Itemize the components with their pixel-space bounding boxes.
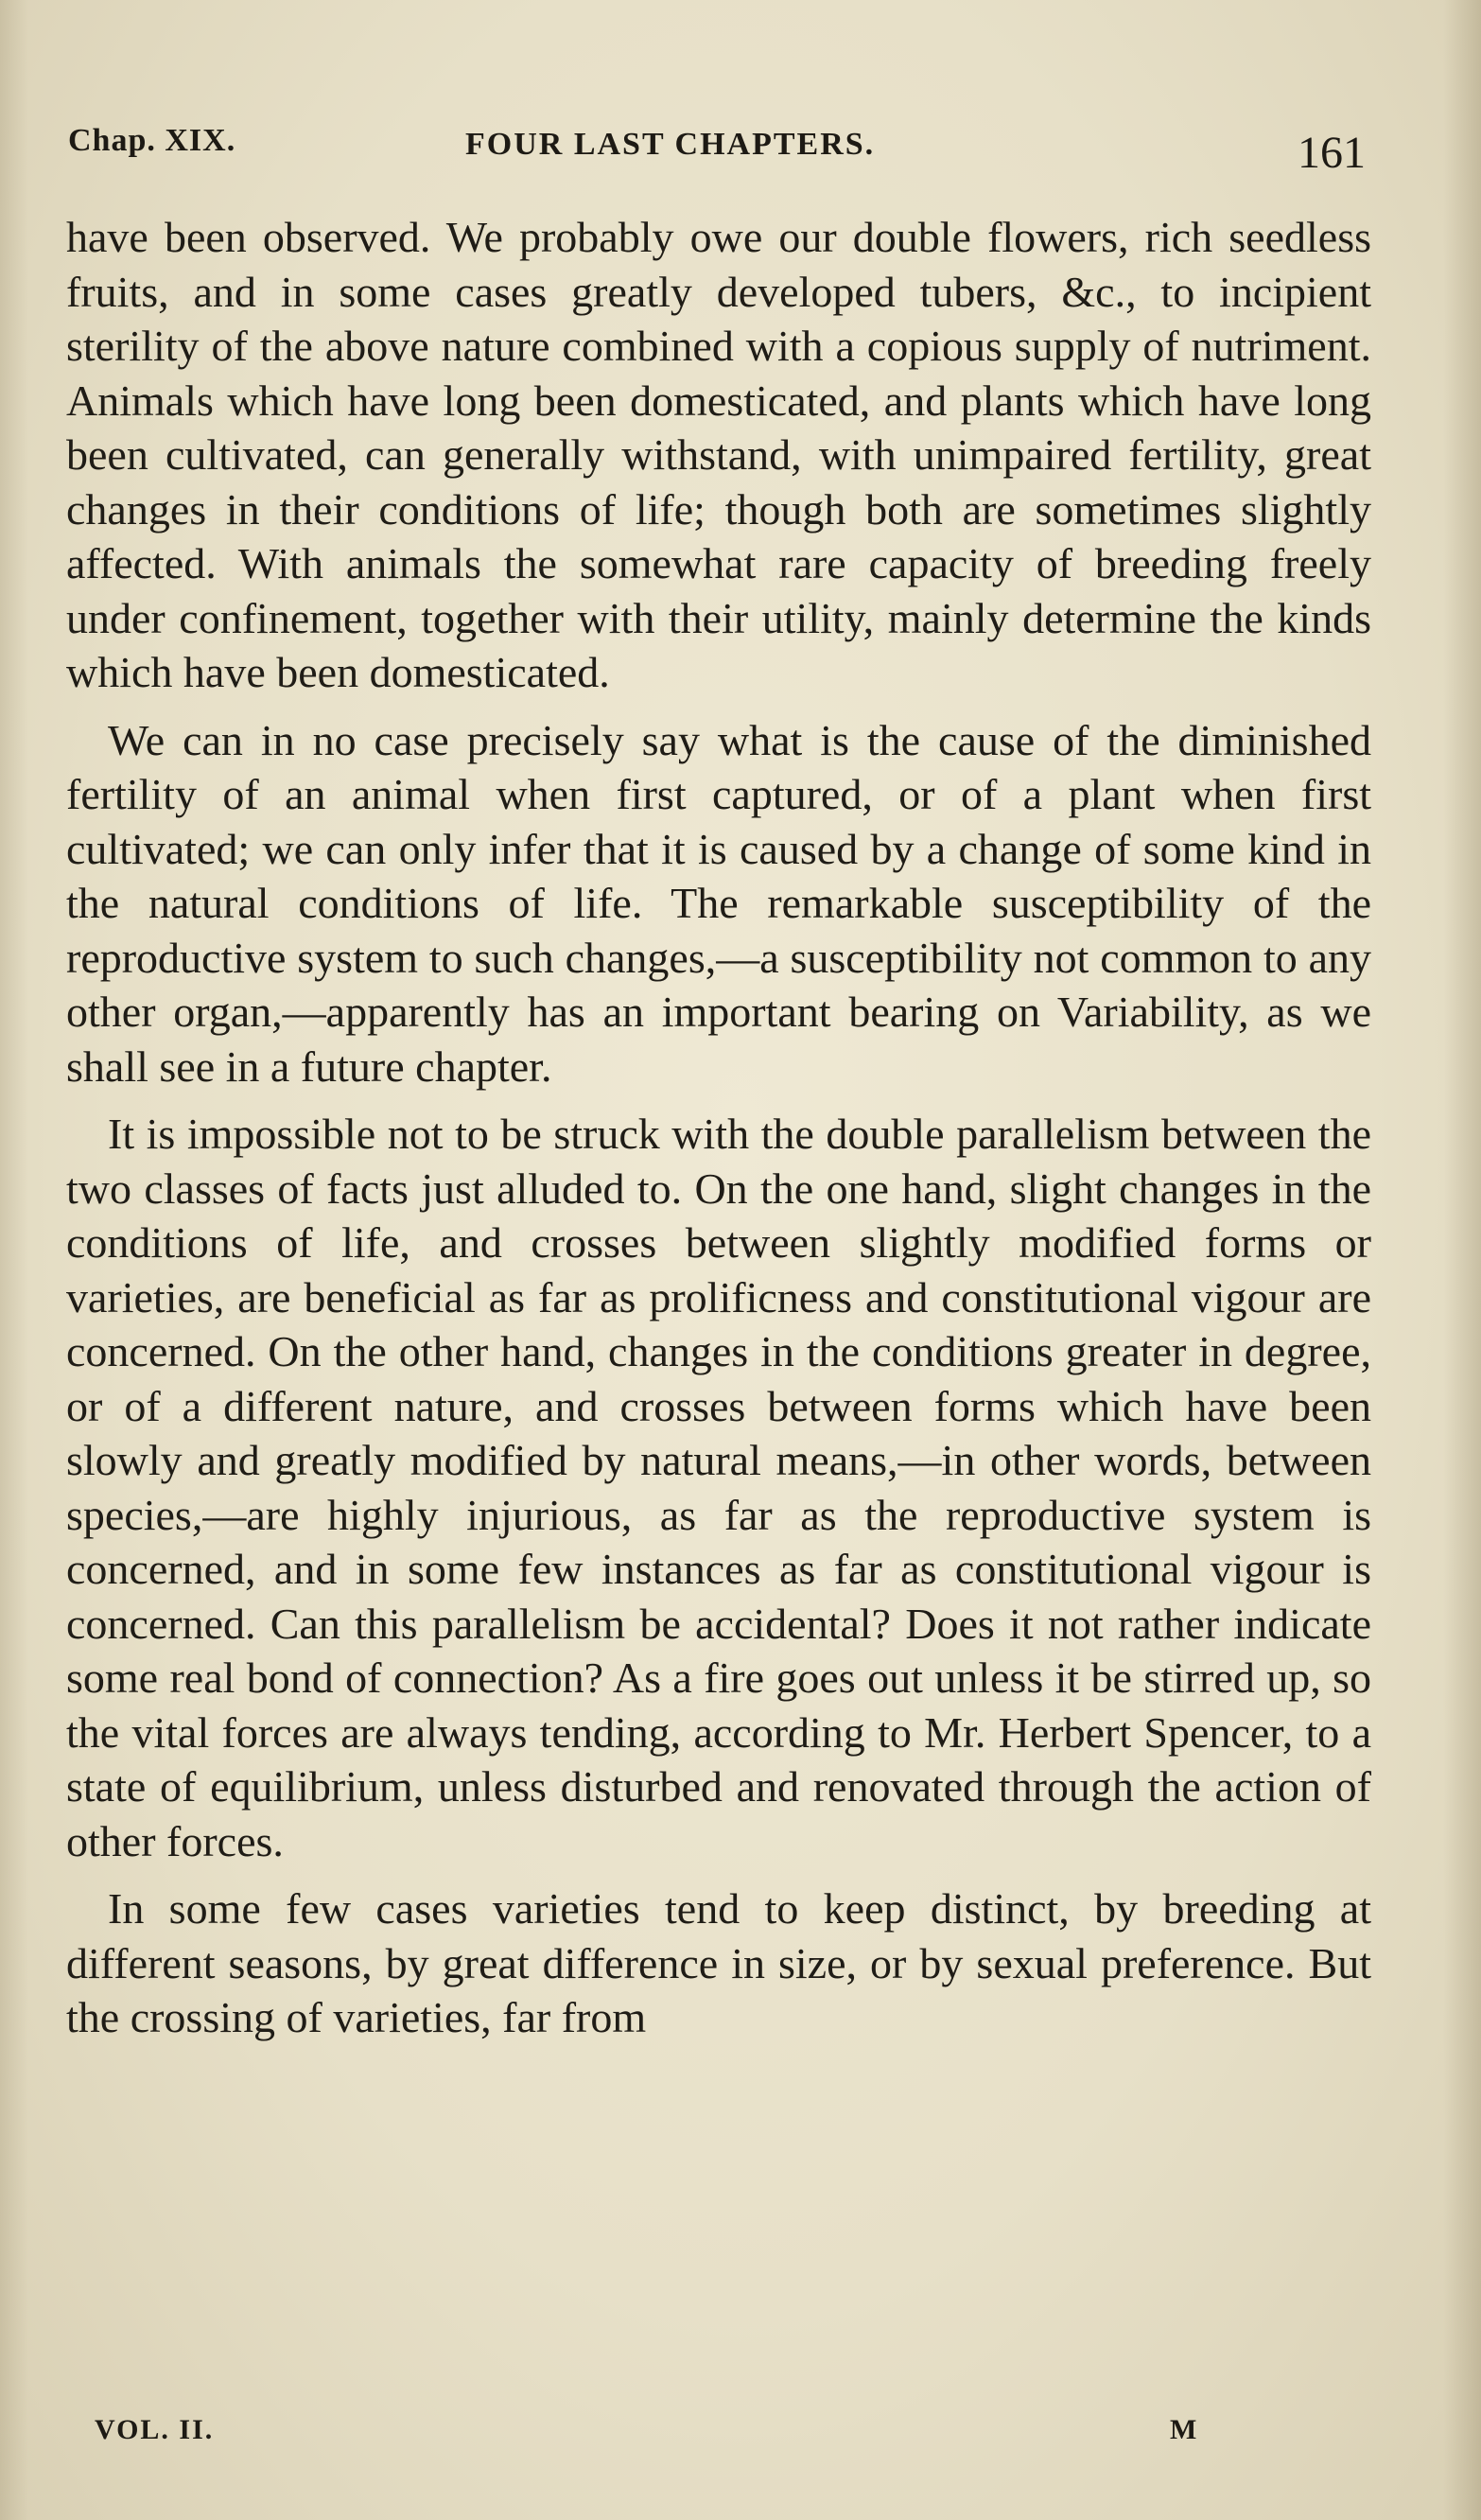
running-header (68, 115, 1373, 191)
body-text (66, 210, 1371, 2058)
paragraph-2: We can in no case precisely say what is the cause of the diminished fertility of an animal when first captured, or of a plant when first cultivated; we can only infer that it is caused by a change of some kind in the natural conditions of life. The remarkable susceptibility of the reproductive system to such changes,—a susceptibility not common to any other organ,—apparently has an important bearing on Variability, as we shall see in a future chapter. (66, 715, 1371, 1091)
paragraph-3: It is impossible not to be struck with the double parallelism between the two classes of facts just alluded to. On the one hand, slight changes in the conditions of life, and crosses between slightly modified forms or varieties, are beneficial as far as prolificness and constitutional vigour are concerned. On the other hand, changes in the conditions greater in degree, or of a different nature, and crosses between forms which have been slowly and greatly modified by natural means,—in other words, between species,—are highly injurious, as far as the reproductive system is concerned, and in some few instances as far as constitutional vigour is concerned. Can this parallelism be accidental? Does it not rather indicate some real bond of connection? As a fire goes out unless it be stirred up, so the vital forces are always tending, according to Mr. Herbert Spencer, to a state of equilibrium, unless disturbed and renovated through the action of other forces. (66, 1110, 1371, 1865)
page-footer (68, 2414, 1373, 2461)
chapter-label: Chap. XIX. (68, 123, 236, 158)
running-title: FOUR LAST CHAPTERS. (465, 127, 876, 162)
paragraph-4: In some few cases varieties tend to keep distinct, by breeding at different seasons, by great difference in size, or by sexual preference. But the crossing of varieties, far from (66, 1884, 1371, 2041)
signature-mark: M (1170, 2414, 1197, 2445)
page-edge-shadow (1443, 0, 1481, 2520)
paragraph-1: have been observed. We probably owe our double flowers, rich seedless fruits, and in some cases greatly developed tubers, &c., to incipient sterility of the above nature combined with a copious supply of nutriment. Animals which have long been domesticated, and plants which have long been cultivated, can generally withstand, with unimpaired fertility, great changes in their conditions of life; though both are sometimes slightly affected. With animals the somewhat rare capacity of breeding freely under confinement, together with their utility, mainly determine the kinds which have been domesticated. (66, 213, 1371, 696)
page-number: 161 (1298, 128, 1366, 178)
volume-label: VOL. II. (95, 2414, 215, 2445)
page-gutter-shadow (0, 0, 28, 2520)
